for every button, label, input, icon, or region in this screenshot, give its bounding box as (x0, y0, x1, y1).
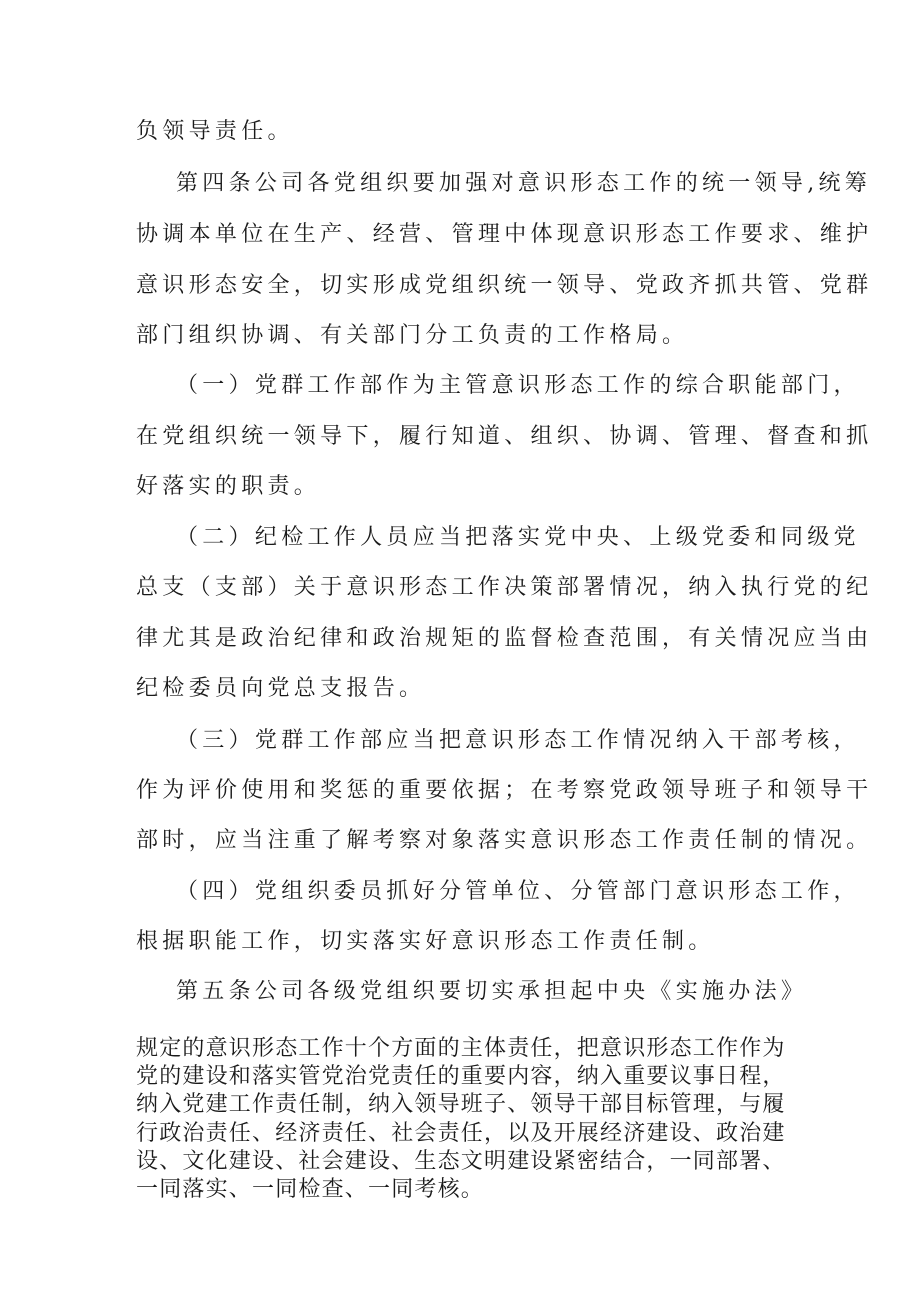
text-line: 意识形态安全，切实形成党组织统一领导、党政齐抓共管、党群 (136, 273, 873, 298)
text-line: 作为评价使用和奖惩的重要依据；在考察党政领导班子和领导干 (136, 778, 873, 803)
text-line: 负领导责任。 (136, 119, 294, 144)
text-line: 行政治责任、经济责任、社会责任，以及开展经济建设、政治建 (136, 1121, 786, 1146)
text-line: 纳入党建工作责任制，纳入领导班子、领导干部目标管理，与履 (136, 1092, 786, 1117)
text-line: 在党组织统一领导下，履行知道、组织、协调、管理、督查和抓 (136, 424, 873, 449)
text-line: 第四条公司各党组织要加强对意识形态工作的统一领导,统筹 (176, 171, 872, 196)
text-line: 部时，应当注重了解考察对象落实意识形态工作责任制的情况。 (136, 828, 873, 853)
text-line: 设、文化建设、社会建设、生态文明建设紧密结合，一同部署、 (136, 1149, 786, 1174)
text-line: 规定的意识形态工作十个方面的主体责任，把意识形态工作作为 (136, 1036, 786, 1061)
text-line: 总支（支部）关于意识形态工作决策部署情况，纳入执行党的纪 (136, 575, 873, 600)
text-line: 党的建设和落实管党治党责任的重要内容，纳入重要议事日程， (136, 1064, 786, 1089)
text-line: 第五条公司各级党组织要切实承担起中央《实施办法》 (176, 979, 808, 1004)
text-line: （四）党组织委员抓好分管单位、分管部门意识形态工作， (176, 879, 860, 904)
text-line: （三）党群工作部应当把意识形态工作情况纳入干部考核， (176, 728, 860, 753)
text-line: （一）党群工作部作为主管意识形态工作的综合职能部门， (176, 373, 860, 398)
text-line: 部门组织协调、有关部门分工负责的工作格局。 (136, 323, 689, 348)
text-line: 律尤其是政治纪律和政治规矩的监督检查范围，有关情况应当由 (136, 626, 873, 651)
text-line: 一同落实、一同检查、一同考核。 (136, 1177, 485, 1202)
text-line: 根据职能工作，切实落实好意识形态工作责任制。 (136, 929, 715, 954)
text-line: 纪检委员向党总支报告。 (136, 676, 426, 701)
text-line: 协调本单位在生产、经营、管理中体现意识形态工作要求、维护 (136, 222, 873, 247)
text-line: 好落实的职责。 (136, 474, 321, 499)
text-line: （二）纪检工作人员应当把落实党中央、上级党委和同级党 (176, 525, 860, 550)
